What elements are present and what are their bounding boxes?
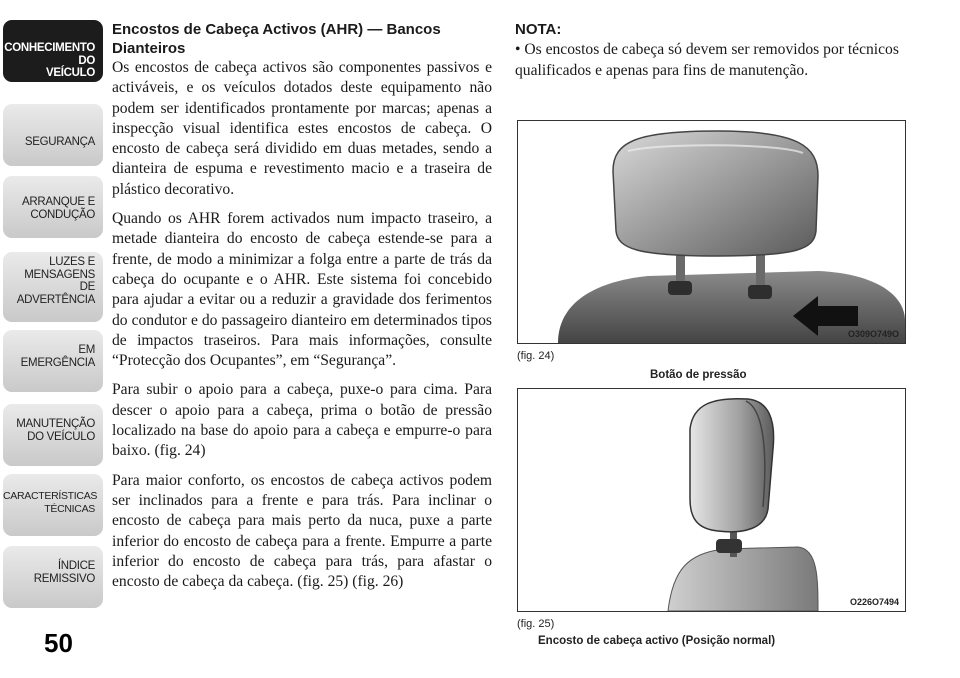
tab-label: SEGURANÇA (24, 136, 95, 148)
headrest-push-button-illustration (518, 121, 905, 343)
paragraph: Quando os AHR forem activados num impacto traseiro, a metade dianteira do encosto de cabeça estende-se para a frente, de modo a minimizar a folga entre a parte de trás da cabeça do ocupante e o AHR. Este sistema foi concebido para ajudar a evitar ou a reduzir a gravidade dos ferimentos do condutor e do passageiro dianteiro em determinados tipos de impactos traseiros. Para mais informações, consulte “Protecção dos Ocupantes”, em “Segurança”. (112, 210, 492, 370)
figure-caption: Botão de pressão (650, 369, 747, 381)
note-block (515, 20, 910, 81)
tab-label: ARRANQUE E CONDUÇÃO (21, 196, 95, 221)
tab-manutencao-do-veiculo[interactable] (3, 404, 103, 466)
tab-luzes-e-mensagens[interactable] (3, 252, 103, 322)
note-text: • Os encostos de cabeça só devem ser removidos por técnicos qualificados e apenas para fins de manutenção. (515, 41, 899, 79)
tab-label: CARACTERÍSTICAS TÉCNICAS (3, 490, 98, 515)
chapter-sidebar (0, 0, 104, 678)
page-number: 50 (44, 628, 73, 658)
figure-code: O309O749O (847, 329, 899, 339)
tab-caracteristicas-tecnicas[interactable] (3, 474, 103, 536)
paragraph: Os encostos de cabeça activos são componentes passivos e activáveis, e os veículos dotados deste equipamento não podem ser identificados prontamente por marcas; apenas a inspecção visual identifica estes encostos de cabeça. O encosto de cabeça será dividido em duas metades, sendo a dianteira de espuma e revestimento macio e a traseira de plástico decorativo. (112, 59, 492, 198)
left-column (112, 20, 492, 601)
figure-code: O226O7494 (849, 597, 899, 607)
section-heading: Encostos de Cabeça Activos (AHR) — Bancos Dianteiros (112, 21, 441, 57)
tab-label: MANUTENÇÃO DO VEÍCULO (16, 418, 95, 443)
figure-24 (517, 120, 906, 344)
tab-label: ÍNDICE REMISSIVO (33, 560, 95, 585)
note-title: NOTA: (515, 21, 562, 38)
figure-caption: Encosto de cabeça activo (Posição normal) (538, 635, 776, 647)
paragraph: Para maior conforto, os encostos de cabeça activos podem ser inclinados para a frente e para trás. Para inclinar o encosto de cabeça para mais perto da nuca, puxe a parte inferior do encosto de cabeça para a frente. Empurre a parte inferior do encosto de cabeça para trás, para afastar o encosto de cabeça da cabeça. (fig. 25) (fig. 26) (112, 471, 492, 591)
tab-conhecimento-do-veiculo[interactable] (3, 20, 103, 82)
tab-label: EM EMERGÊNCIA (20, 344, 95, 369)
tab-em-emergencia[interactable] (3, 330, 103, 392)
paragraph: Para subir o apoio para a cabeça, puxe-o para cima. Para descer o apoio para a cabeça, prima o botão de pressão localizado na base do apoio para a cabeça e empurre-o para baixo. (fig. 24) (112, 381, 492, 460)
tab-arranque-e-conducao[interactable] (3, 176, 103, 238)
tab-label: CONHECIMENTO DO VEÍCULO (4, 42, 95, 79)
active-headrest-normal-illustration (518, 389, 905, 611)
tab-seguranca[interactable] (3, 104, 103, 166)
figure-25 (517, 388, 906, 612)
tab-label: LUZES E MENSAGENS DE ADVERTÊNCIA (16, 256, 95, 306)
figure-label: (fig. 24) (517, 350, 555, 362)
tab-indice-remissivo[interactable] (3, 546, 103, 608)
figure-label: (fig. 25) (517, 618, 555, 630)
